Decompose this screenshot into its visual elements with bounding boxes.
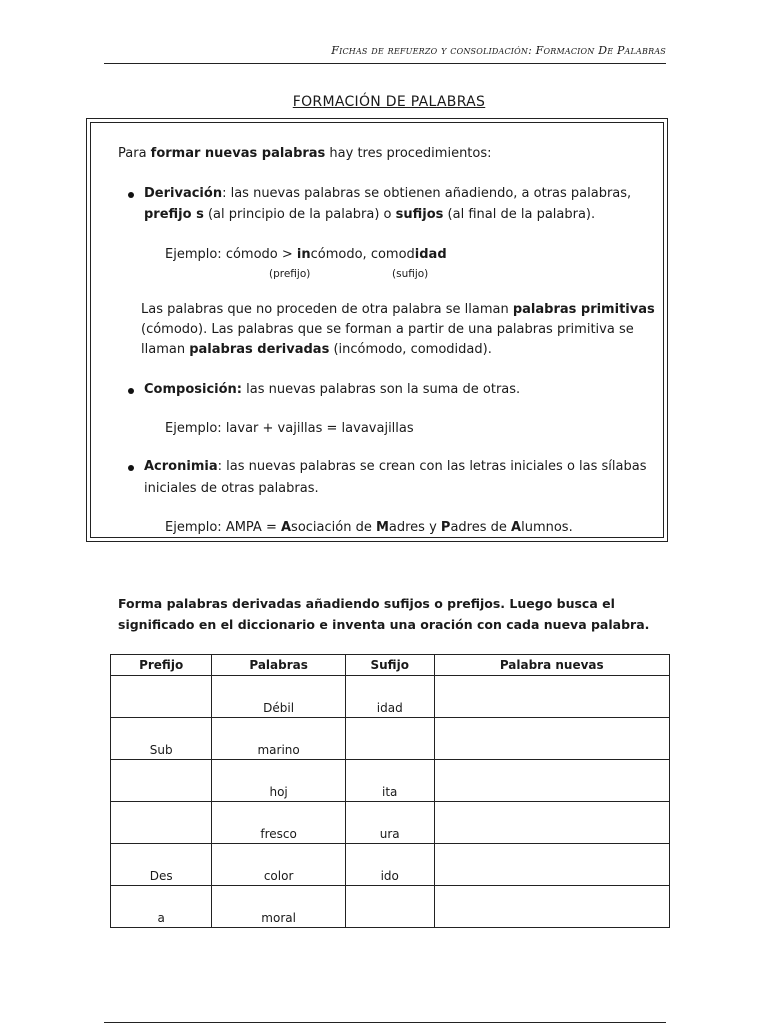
- primitivas-line-1: Las palabras que no proceden de otra palabra se llaman palabras primitivas: [141, 302, 655, 317]
- table-header-row: [111, 655, 670, 676]
- label-sufijo: (sufijo): [392, 268, 429, 280]
- cell-prefijo: [111, 760, 212, 802]
- cell-palabra: fresco: [212, 802, 346, 844]
- intro-line: Para formar nuevas palabras hay tres procedimientos:: [118, 146, 492, 161]
- cell-palabra-nueva: [434, 886, 670, 928]
- table-row: [111, 676, 670, 718]
- derivacion-line-1: Derivación: las nuevas palabras se obtienen añadiendo, a otras palabras,: [144, 186, 632, 201]
- table-row: [111, 718, 670, 760]
- column-header-palabras: Palabras: [212, 655, 346, 676]
- page-title: FORMACIÓN DE PALABRAS: [292, 94, 486, 110]
- table-row: [111, 886, 670, 928]
- cell-palabra-nueva: [434, 844, 670, 886]
- cell-palabra-nueva: [434, 718, 670, 760]
- acronimia-line-1: Acronimia: las nuevas palabras se crean con las letras iniciales o las sílabas: [144, 459, 647, 474]
- composicion-example: Ejemplo: lavar + vajillas = lavavajillas: [165, 421, 414, 436]
- table-row: [111, 844, 670, 886]
- bullet-derivacion: [128, 192, 134, 198]
- derivacion-example: Ejemplo: cómodo > incómodo, comodidad: [165, 247, 447, 262]
- footer-rule: [104, 1022, 666, 1023]
- cell-palabra: Débil: [212, 676, 346, 718]
- column-header-sufijo: Sufijo: [345, 655, 434, 676]
- word-formation-table: [110, 654, 670, 928]
- acronimia-line-2: iniciales de otras palabras.: [144, 481, 319, 496]
- cell-prefijo: Sub: [111, 718, 212, 760]
- column-header-palabra-nuevas: Palabra nuevas: [434, 655, 670, 676]
- cell-palabra: hoj: [212, 760, 346, 802]
- cell-prefijo: Des: [111, 844, 212, 886]
- running-header: Fichas de refuerzo y consolidación: Formacion De Palabras: [331, 44, 666, 57]
- table-row: [111, 760, 670, 802]
- cell-sufijo: ita: [345, 760, 434, 802]
- cell-palabra-nueva: [434, 760, 670, 802]
- primitivas-line-2: (cómodo). Las palabras que se forman a partir de una palabras primitiva se: [141, 322, 634, 337]
- cell-sufijo: [345, 886, 434, 928]
- cell-prefijo: a: [111, 886, 212, 928]
- bullet-composicion: [128, 388, 134, 394]
- cell-sufijo: ura: [345, 802, 434, 844]
- cell-palabra: color: [212, 844, 346, 886]
- table-row: [111, 802, 670, 844]
- exercise-instruction-line-2: significado en el diccionario e inventa una oración con cada nueva palabra.: [118, 617, 650, 632]
- derivacion-line-2: prefijo s (al principio de la palabra) o sufijos (al final de la palabra).: [144, 207, 596, 222]
- primitivas-line-3: llaman palabras derivadas (incómodo, comodidad).: [141, 342, 492, 357]
- composicion-line: Composición: las nuevas palabras son la suma de otras.: [144, 382, 521, 397]
- cell-sufijo: ido: [345, 844, 434, 886]
- column-header-prefijo: Prefijo: [111, 655, 212, 676]
- exercise-instruction-line-1: Forma palabras derivadas añadiendo sufijos o prefijos. Luego busca el: [118, 596, 615, 611]
- cell-sufijo: idad: [345, 676, 434, 718]
- cell-palabra: moral: [212, 886, 346, 928]
- acronimia-example: Ejemplo: AMPA = Asociación de Madres y Padres de Alumnos.: [165, 520, 573, 535]
- bullet-acronimia: [128, 465, 134, 471]
- cell-palabra-nueva: [434, 676, 670, 718]
- cell-palabra: marino: [212, 718, 346, 760]
- cell-prefijo: [111, 802, 212, 844]
- header-rule: [104, 63, 666, 64]
- label-prefijo: (prefijo): [269, 268, 311, 280]
- cell-palabra-nueva: [434, 802, 670, 844]
- cell-prefijo: [111, 676, 212, 718]
- cell-sufijo: [345, 718, 434, 760]
